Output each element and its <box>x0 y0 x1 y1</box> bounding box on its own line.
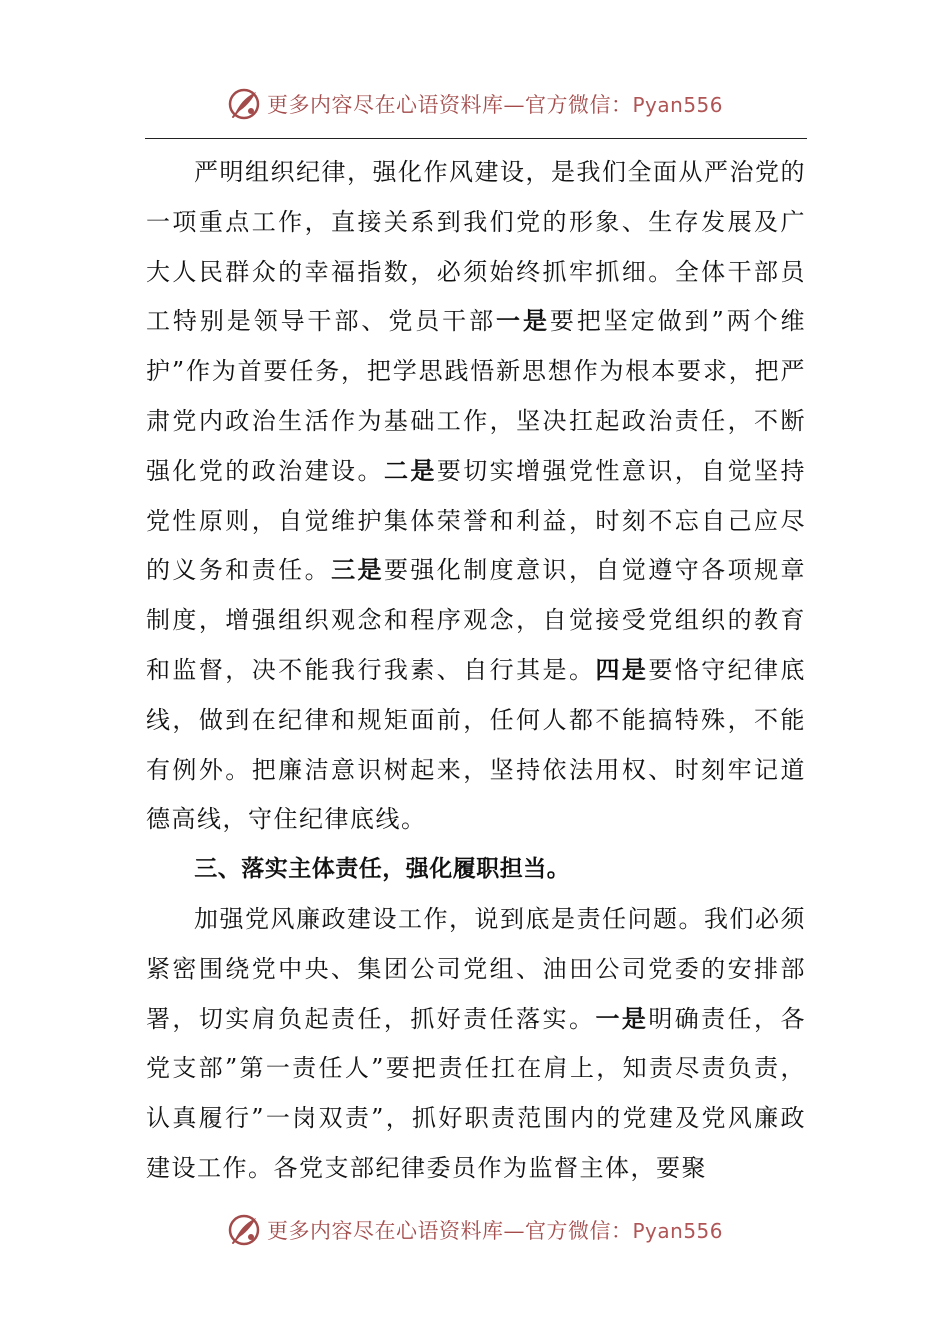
header-watermark-handle: Pyan556 <box>632 93 723 117</box>
footer-watermark-banner <box>0 1210 950 1250</box>
paragraph-responsibility: 加强党风廉政建设工作，说到底是责任问题。我们必须紧密围绕党中央、集团公司党组、油田公司党委的安排部署，切实肩负起责任，抓好责任落实。一是明确责任，各党支部”第一责任人”要把责任扛在肩上，知责尽责负责，认真履行”一岗双责”，抓好职责范围内的党建及党风廉政建设工作。各党支部纪律委员作为监督主体，要聚 <box>146 904 806 1182</box>
bold-marker-second: 二是 <box>383 456 437 485</box>
quill-pen-logo-icon <box>227 1213 261 1247</box>
bold-marker-first: 一是 <box>496 307 550 336</box>
footer-watermark-handle: Pyan556 <box>632 1219 723 1243</box>
section-heading: 三、落实主体责任，强化履职担当。 <box>194 856 571 883</box>
paragraph-discipline: 严明组织纪律，强化作风建设，是我们全面从严治党的一项重点工作，直接关系到我们党的形象、生存发展及广大人民群众的幸福指数，必须始终抓牢抓细。全体干部员工特别是领导干部、党员干部一是要把坚定做到”两个维护”作为首要任务，把学思践悟新思想作为根本要求，把严肃党内政治生活作为基础工作，坚决扛起政治责任，不断强化党的政治建设。二是要切实增强党性意识，自觉坚持党性原则，自觉维护集体荣誉和利益，时刻不忘自己应尽的义务和责任。三是要强化制度意识，自觉遵守各项规章制度，增强组织观念和程序观念，自觉接受党组织的教育和监督，决不能我行我素、自行其是。四是要恪守纪律底线，做到在纪律和规矩面前，任何人都不能搞特殊，不能有例外。把廉洁意识树起来，坚持依法用权、时刻牢记道德高线，守住纪律底线。 <box>146 158 807 834</box>
bold-marker-first-2: 一是 <box>595 1004 649 1033</box>
quill-pen-logo-icon <box>227 87 261 121</box>
bold-marker-third: 三是 <box>331 556 384 585</box>
header-divider <box>145 138 807 139</box>
header-watermark-text: 更多内容尽在心语资料库—官方微信：Pyan556 <box>266 93 723 117</box>
header-watermark-banner <box>0 84 950 124</box>
document-body <box>146 148 806 1194</box>
footer-watermark-text: 更多内容尽在心语资料库—官方微信：Pyan556 <box>266 1219 723 1243</box>
bold-marker-fourth: 四是 <box>595 655 649 684</box>
